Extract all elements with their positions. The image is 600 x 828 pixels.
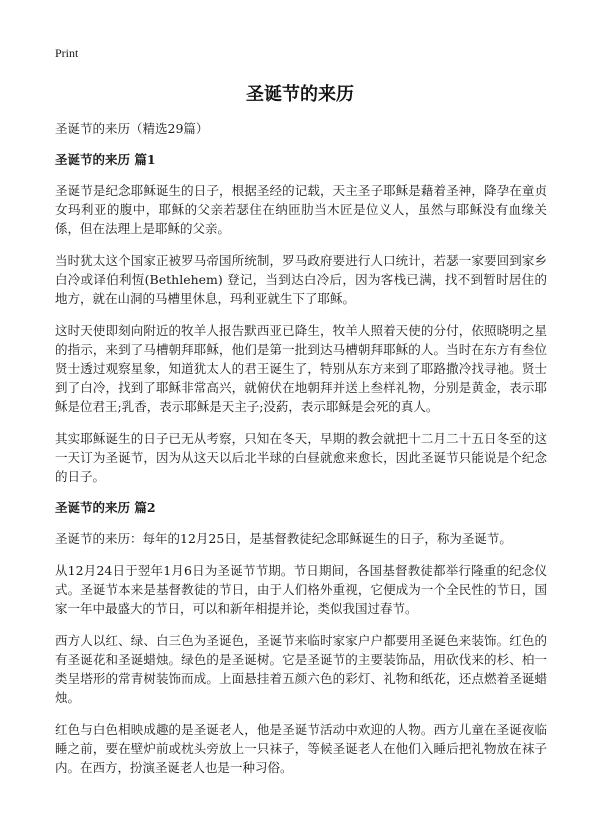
document-body xyxy=(55,120,547,790)
section-1 xyxy=(55,151,547,486)
paragraph: 圣诞节是纪念耶稣诞生的日子，根据圣经的记载，天主圣子耶稣是藉着圣神，降孕在童贞女玛利亚的腹中，耶稣的父亲若瑟住在纳匝肋当木匠是位义人，虽然与耶稣没有血缘关係，但在法理上是耶稣的父亲。 xyxy=(55,183,547,236)
section-heading: 圣诞节的来历 篇2 xyxy=(55,500,156,515)
page-title: 圣诞节的来历 xyxy=(246,84,354,105)
paragraph: 从12月24日于翌年1月6日为圣诞节节期。节日期间，各国基督教徒都举行隆重的纪念仪式。圣诞节本来是基督教徒的节日，由于人们格外重视，它便成为一个全民性的节日，国家一年中最盛大的节日，可以和新年相提并论，类似我国过春节。 xyxy=(55,563,547,616)
section-2 xyxy=(55,499,547,777)
paragraph: 其实耶稣诞生的日子已无从考察，只知在冬天，早期的教会就把十二月二十五日冬至的这一天订为圣诞节，因为从这天以后北半球的白昼就愈来愈长，因此圣诞节只能说是个纪念的日子。 xyxy=(55,431,547,484)
paragraph: 当时犹太这个国家正被罗马帝国所统制，罗马政府要进行人口统计，若瑟一家要回到家乡白冷或译伯利恆(Bethlehem) 登记，当到达白冷后，因为客栈已满，找不到暂时居住的地方，就在山洞的马槽里休息，玛利亚就生下了耶稣。 xyxy=(55,253,547,306)
paragraph: 圣诞节的来历：每年的12月25日，是基督教徒纪念耶稣诞生的日子，称为圣诞节。 xyxy=(55,531,512,546)
paragraph: 红色与白色相映成趣的是圣诞老人，他是圣诞节活动中欢迎的人物。西方儿童在圣诞夜临睡之前，要在壁炉前或枕头旁放上一只袜子，等候圣诞老人在他们入睡后把礼物放在袜子内。在西方，扮演圣诞老人也是一种习俗。 xyxy=(55,722,547,775)
print-link[interactable]: Print xyxy=(55,46,79,60)
section-heading: 圣诞节的来历 篇1 xyxy=(55,152,156,167)
paragraph: 西方人以红、绿、白三色为圣诞色，圣诞节来临时家家户户都要用圣诞色来装饰。红色的有圣诞花和圣诞蜡烛。绿色的是圣诞树。它是圣诞节的主要装饰品，用砍伐来的杉、柏一类呈塔形的常青树装饰而成。上面悬挂着五颜六色的彩灯、礼物和纸花，还点燃着圣诞蜡烛。 xyxy=(55,633,547,705)
document-subtitle: 圣诞节的来历（精选29篇） xyxy=(55,121,209,136)
paragraph: 这时天使即刻向附近的牧羊人报告默西亚已降生，牧羊人照着天使的分付，依照晓明之星的指示，来到了马槽朝拜耶稣，他们是第一批到达马槽朝拜耶稣的人。当时在东方有叁位贤士透过观察星象，知道犹太人的君王诞生了，特别从东方来到了耶路撒冷找寻祂。贤士到了白冷，找到了耶稣非常高兴，就俯伏在地朝拜并送上叁样礼物，分别是黄金，表示耶稣是位君王;乳香，表示耶稣是天主子;没葯，表示耶稣是会死的真人。 xyxy=(55,323,547,414)
